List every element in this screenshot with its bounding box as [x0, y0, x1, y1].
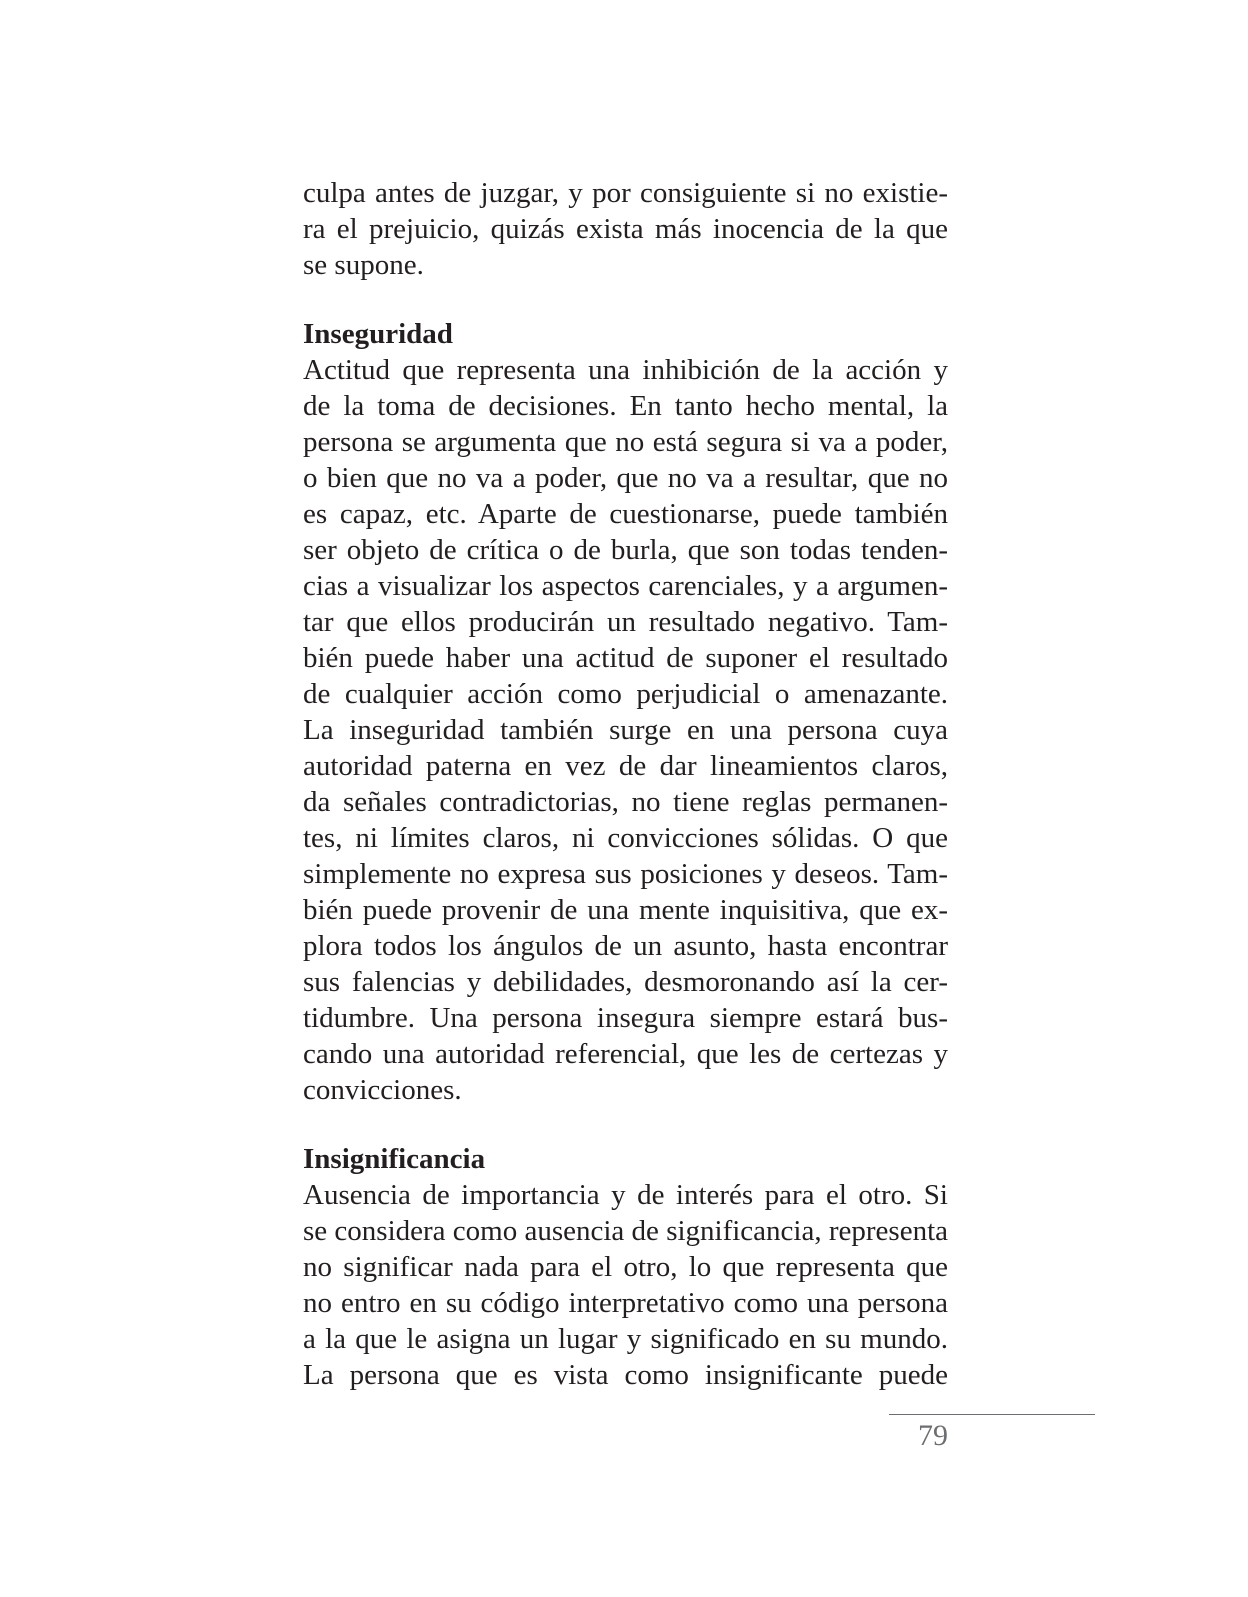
- text-line: La inseguridad también surge en una persona cuya: [303, 714, 948, 746]
- intro-paragraph: [303, 175, 948, 283]
- text-line: persona se argumenta que no está segura si va a poder,: [303, 426, 948, 458]
- text-line: se supone.: [303, 249, 424, 281]
- text-line: bién puede provenir de una mente inquisitiva, que ex-: [303, 894, 948, 926]
- text-line: culpa antes de juzgar, y por consiguiente si no existie-: [303, 177, 948, 209]
- text-line: ra el prejuicio, quizás exista más inocencia de la que: [303, 213, 948, 245]
- text-line: ser objeto de crítica o de burla, que son todas tenden-: [303, 534, 948, 566]
- footer-rule: [889, 1414, 1095, 1415]
- text-line: bién puede haber una actitud de suponer el resultado: [303, 642, 948, 674]
- text-line: simplemente no expresa sus posiciones y deseos. Tam-: [303, 858, 948, 890]
- text-line: autoridad paterna en vez de dar lineamientos claros,: [303, 750, 948, 782]
- text-line: tidumbre. Una persona insegura siempre estará bus-: [303, 1002, 948, 1034]
- page-number: 79: [918, 1419, 948, 1452]
- text-line: no significar nada para el otro, lo que representa que: [303, 1251, 948, 1283]
- text-line: se considera como ausencia de significancia, representa: [303, 1215, 948, 1247]
- text-line: convicciones.: [303, 1074, 462, 1106]
- text-line: a la que le asigna un lugar y significado en su mundo.: [303, 1323, 948, 1355]
- entry-heading: Insignificancia: [303, 1143, 486, 1175]
- text-line: de cualquier acción como perjudicial o amenazante.: [303, 678, 948, 710]
- text-line: tes, ni límites claros, ni convicciones sólidas. O que: [303, 822, 948, 854]
- text-line: de la toma de decisiones. En tanto hecho mental, la: [303, 390, 948, 422]
- entry-heading: Inseguridad: [303, 318, 453, 350]
- text-line: no entro en su código interpretativo como una persona: [303, 1287, 948, 1319]
- text-line: cando una autoridad referencial, que les de certezas y: [303, 1038, 948, 1070]
- text-line: cias a visualizar los aspectos carenciales, y a argumen-: [303, 570, 948, 602]
- text-column: [303, 175, 948, 1393]
- text-line: es capaz, etc. Aparte de cuestionarse, puede también: [303, 498, 948, 530]
- entry-insignificancia: [303, 1141, 948, 1393]
- paragraph-gap: [303, 283, 948, 316]
- text-line: tar que ellos producirán un resultado negativo. Tam-: [303, 606, 948, 638]
- entry-inseguridad: [303, 316, 948, 1108]
- text-line: Actitud que representa una inhibición de la acción y: [303, 354, 948, 386]
- text-line: plora todos los ángulos de un asunto, hasta encontrar: [303, 930, 948, 962]
- text-line: La persona que es vista como insignificante puede: [303, 1359, 948, 1391]
- paragraph-gap: [303, 1108, 948, 1141]
- text-line: o bien que no va a poder, que no va a resultar, que no: [303, 462, 948, 494]
- text-line: da señales contradictorias, no tiene reglas permanen-: [303, 786, 948, 818]
- text-line: sus falencias y debilidades, desmoronando así la cer-: [303, 966, 948, 998]
- text-line: Ausencia de importancia y de interés para el otro. Si: [303, 1179, 948, 1211]
